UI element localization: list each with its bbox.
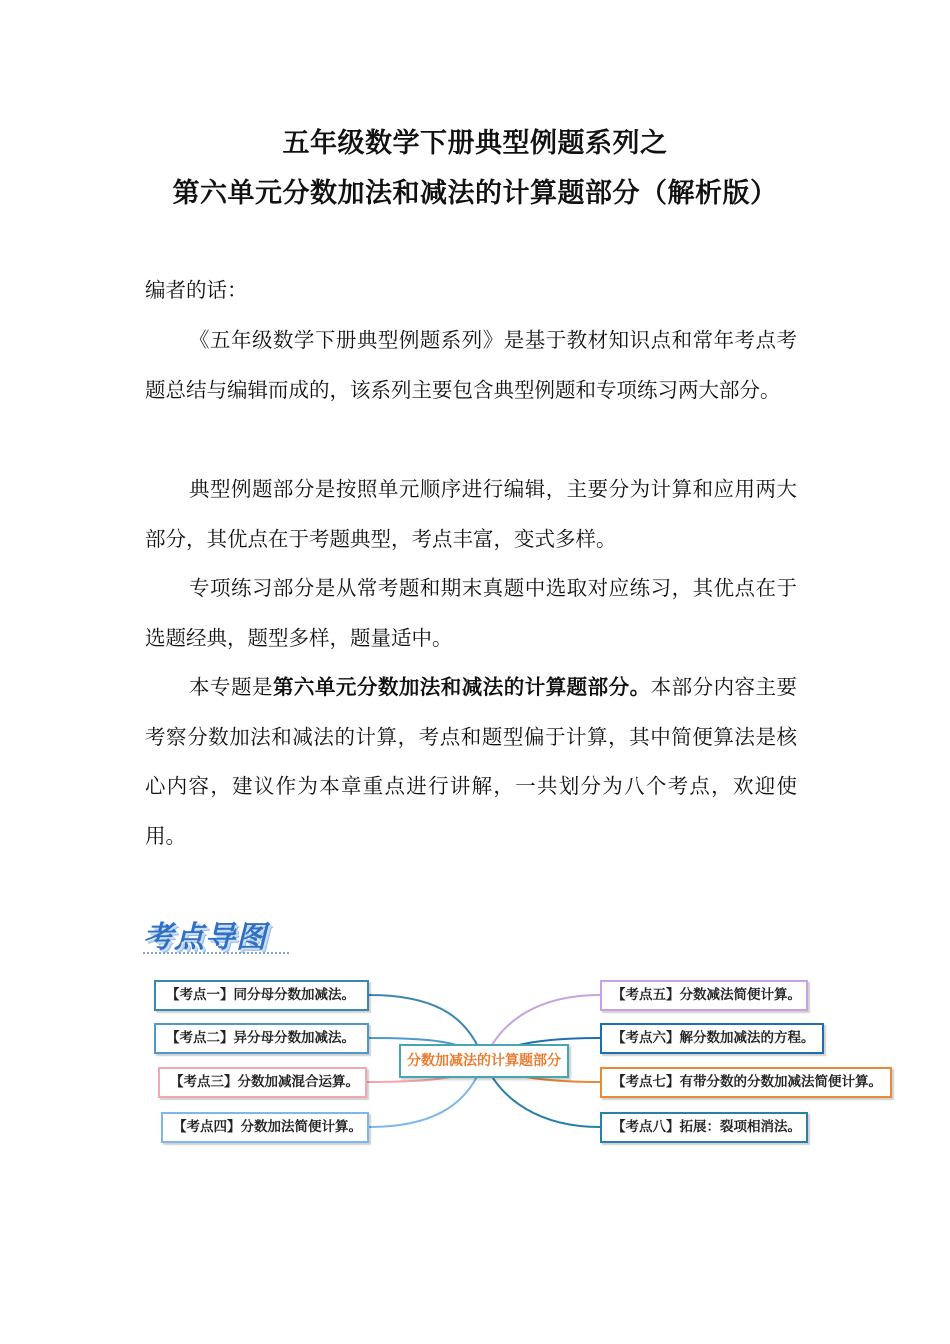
intro-heading: 编者的话：: [145, 278, 248, 302]
para4-prefix: 本专题是: [189, 675, 273, 699]
mindmap-node-2: 【考点二】异分母分数加减法。: [154, 1023, 369, 1054]
mindmap-node-7: 【考点七】有带分数的分数加减法简便计算。: [600, 1067, 892, 1098]
mindmap-node-4: 【考点四】分数加法简便计算。: [161, 1112, 369, 1143]
mindmap-node-6: 【考点六】解分数加减法的方程。: [600, 1023, 824, 1054]
mindmap-node-3: 【考点三】分数加减混合运算。: [158, 1067, 367, 1098]
para4-suffix: 本部分内容主要考察分数加法和减法的计算，考点和题型偏于计算，其中简便算法是核心内容，建议作为本章重点进行讲解，一共划分为八个考点，欢迎使用。: [145, 675, 798, 848]
intro-paragraph-1: 《五年级数学下册典型例题系列》是基于教材知识点和常年考点考题总结与编辑而成的，该系列主要包含典型例题和专项练习两大部分。: [145, 328, 797, 402]
mindmap-node-8: 【考点八】拓展：裂项相消法。: [600, 1112, 808, 1143]
mindmap-node-1: 【考点一】同分母分数加减法。: [154, 980, 369, 1011]
intro-paragraph-2: 典型例题部分是按照单元顺序进行编辑，主要分为计算和应用两大部分，其优点在于考题典型，考点丰富，变式多样。: [145, 477, 797, 551]
intro-paragraph-3: 专项练习部分是从常考题和期末真题中选取对应练习，其优点在于选题经典，题型多样，题量适中。: [145, 576, 797, 650]
page-title-line1: 五年级数学下册典型例题系列之: [282, 128, 668, 159]
mindmap-center-node: 分数加减法的计算题部分: [399, 1044, 569, 1078]
mindmap-section-title: 考点导图: [143, 920, 267, 955]
page-title-line2: 第六单元分数加法和减法的计算题部分（解析版）: [172, 178, 778, 209]
mindmap-node-5: 【考点五】分数减法简便计算。: [600, 980, 808, 1011]
para4-bold-topic: 第六单元分数加法和减法的计算题部分。: [272, 675, 651, 699]
